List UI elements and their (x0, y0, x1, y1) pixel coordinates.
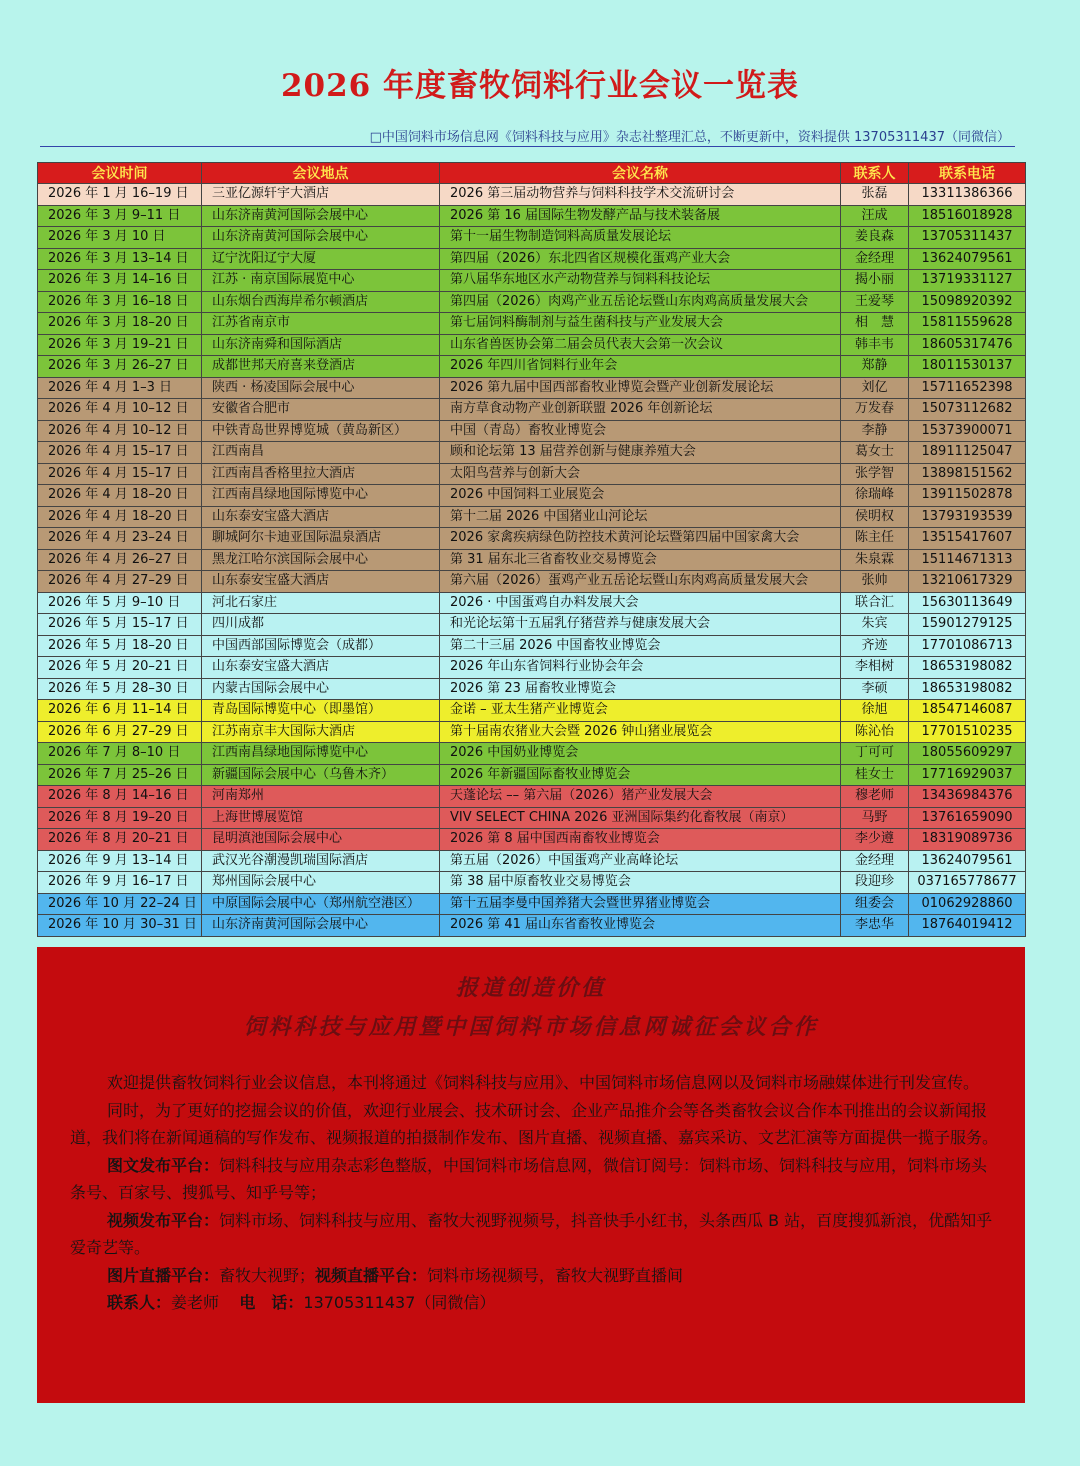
cell-place: 江西南昌绿地国际博览中心 (202, 485, 440, 507)
table-row (38, 807, 1026, 829)
video-platform-label: 视频发布平台： (107, 1210, 220, 1230)
cell-contact: 李忠华 (841, 915, 909, 937)
cell-phone: 17716929037 (909, 764, 1026, 786)
contact-line (70, 1289, 1002, 1317)
cell-contact: 金经理 (841, 248, 909, 270)
cell-name: 第四届（2026）肉鸡产业五岳论坛暨山东肉鸡高质量发展大会 (440, 291, 841, 313)
cell-time: 2026 年 1 月 16–19 日 (38, 184, 202, 206)
cell-contact: 齐迹 (841, 635, 909, 657)
cell-name: VIV SELECT CHINA 2026 亚洲国际集约化畜牧展（南京） (440, 807, 841, 829)
cell-phone: 13515417607 (909, 528, 1026, 550)
cell-name: 第十五届李曼中国养猪大会暨世界猪业博览会 (440, 893, 841, 915)
cell-name: 中国（青岛）畜牧业博览会 (440, 420, 841, 442)
table-row (38, 592, 1026, 614)
cell-contact: 徐瑞峰 (841, 485, 909, 507)
cell-contact: 徐旭 (841, 700, 909, 722)
meeting-table (37, 162, 1026, 937)
cell-time: 2026 年 9 月 13–14 日 (38, 850, 202, 872)
contact-label: 联系人： (107, 1293, 172, 1312)
cell-time: 2026 年 4 月 1–3 日 (38, 377, 202, 399)
cell-time: 2026 年 5 月 20–21 日 (38, 657, 202, 679)
cell-time: 2026 年 5 月 28–30 日 (38, 678, 202, 700)
cell-phone: 17701510235 (909, 721, 1026, 743)
table-row (38, 485, 1026, 507)
cell-name: 2026 中国奶业博览会 (440, 743, 841, 765)
table-row (38, 420, 1026, 442)
cell-contact: 陈沁怡 (841, 721, 909, 743)
cell-place: 江苏省南京市 (202, 313, 440, 335)
cell-contact: 姜良森 (841, 227, 909, 249)
cell-place: 山东泰安宝盛大酒店 (202, 571, 440, 593)
cell-contact: 穆老师 (841, 786, 909, 808)
table-row (38, 248, 1026, 270)
cell-contact: 桂女士 (841, 764, 909, 786)
cell-name: 第六届（2026）蛋鸡产业五岳论坛暨山东肉鸡高质量发展大会 (440, 571, 841, 593)
table-row (38, 743, 1026, 765)
cell-name: 金诺 – 亚太生猪产业博览会 (440, 700, 841, 722)
cell-place: 成都世邦天府喜来登酒店 (202, 356, 440, 378)
cell-name: 和光论坛第十五届乳仔猪营养与健康发展大会 (440, 614, 841, 636)
table-row (38, 893, 1026, 915)
table-header-row (38, 163, 1026, 184)
table-row (38, 721, 1026, 743)
cell-name: 2026 第 23 届畜牧业博览会 (440, 678, 841, 700)
cell-name: 2026 年新疆国际畜牧业博览会 (440, 764, 841, 786)
cell-time: 2026 年 5 月 15–17 日 (38, 614, 202, 636)
live-platform-line (70, 1262, 1002, 1290)
cell-time: 2026 年 8 月 19–20 日 (38, 807, 202, 829)
cell-place: 辽宁沈阳辽宁大厦 (202, 248, 440, 270)
cell-phone: 15114671313 (909, 549, 1026, 571)
cell-phone: 18653198082 (909, 657, 1026, 679)
cell-phone: 13911502878 (909, 485, 1026, 507)
cell-contact: 刘亿 (841, 377, 909, 399)
cell-contact: 马野 (841, 807, 909, 829)
cell-place: 四川成都 (202, 614, 440, 636)
cell-phone: 13898151562 (909, 463, 1026, 485)
photo-live-value: 畜牧大视野； (219, 1265, 316, 1285)
cell-name: 2026 第三届动物营养与饲料科技学术交流研讨会 (440, 184, 841, 206)
cell-phone: 15098920392 (909, 291, 1026, 313)
cell-time: 2026 年 3 月 13–14 日 (38, 248, 202, 270)
cell-place: 山东泰安宝盛大酒店 (202, 506, 440, 528)
table-row (38, 614, 1026, 636)
cell-time: 2026 年 4 月 27–29 日 (38, 571, 202, 593)
table-row (38, 506, 1026, 528)
cell-phone: 15711652398 (909, 377, 1026, 399)
cell-time: 2026 年 4 月 15–17 日 (38, 463, 202, 485)
cell-place: 聊城阿尔卡迪亚国际温泉酒店 (202, 528, 440, 550)
cell-contact: 朱泉霖 (841, 549, 909, 571)
cell-time: 2026 年 8 月 14–16 日 (38, 786, 202, 808)
cell-phone: 13210617329 (909, 571, 1026, 593)
cell-contact: 组委会 (841, 893, 909, 915)
cell-contact: 联合汇 (841, 592, 909, 614)
table-row (38, 829, 1026, 851)
promo-body (70, 1069, 1002, 1317)
cell-phone: 01062928860 (909, 893, 1026, 915)
table-row (38, 399, 1026, 421)
cell-place: 山东济南黄河国际会展中心 (202, 915, 440, 937)
cell-contact: 李少遵 (841, 829, 909, 851)
cell-phone: 18319089736 (909, 829, 1026, 851)
cell-contact: 李硕 (841, 678, 909, 700)
cell-place: 江苏 · 南京国际展览中心 (202, 270, 440, 292)
cell-contact: 金经理 (841, 850, 909, 872)
cell-place: 江西南昌 (202, 442, 440, 464)
cell-contact: 侯明权 (841, 506, 909, 528)
table-row (38, 377, 1026, 399)
cell-phone: 18605317476 (909, 334, 1026, 356)
cell-time: 2026 年 4 月 10–12 日 (38, 399, 202, 421)
cell-time: 2026 年 7 月 8–10 日 (38, 743, 202, 765)
divider (40, 146, 1015, 147)
cell-contact: 丁可可 (841, 743, 909, 765)
table-row (38, 915, 1026, 937)
cell-name: 第 38 届中原畜牧业交易博览会 (440, 872, 841, 894)
cell-contact: 张帅 (841, 571, 909, 593)
cell-phone: 18547146087 (909, 700, 1026, 722)
cell-time: 2026 年 10 月 22–24 日 (38, 893, 202, 915)
cell-name: 2026 第 8 届中国西南畜牧业博览会 (440, 829, 841, 851)
cell-time: 2026 年 3 月 18–20 日 (38, 313, 202, 335)
cell-place: 山东泰安宝盛大酒店 (202, 657, 440, 679)
col-header-name: 会议名称 (440, 163, 841, 184)
cell-phone: 13436984376 (909, 786, 1026, 808)
promo-heading: 报道创造价值 (455, 975, 606, 1001)
table-row (38, 786, 1026, 808)
cell-contact: 李相树 (841, 657, 909, 679)
cell-name: 2026 年山东省饲料行业协会年会 (440, 657, 841, 679)
cell-place: 中原国际会展中心（郑州航空港区） (202, 893, 440, 915)
table-row (38, 442, 1026, 464)
cell-name: 2026 家禽疾病绿色防控技术黄河论坛暨第四届中国家禽大会 (440, 528, 841, 550)
cell-place: 陕西 · 杨凌国际会展中心 (202, 377, 440, 399)
page-title: 2026 年度畜牧饲料行业会议一览表 (280, 68, 800, 104)
source-note: □中国饲料市场信息网《饲料科技与应用》杂志社整理汇总，不断更新中，资料提供 13705311437（同微信） (369, 130, 1010, 145)
cell-place: 上海世博展览馆 (202, 807, 440, 829)
cell-contact: 张学智 (841, 463, 909, 485)
cell-time: 2026 年 8 月 20–21 日 (38, 829, 202, 851)
table-row (38, 700, 1026, 722)
promo-subheading: 饲料科技与应用暨中国饲料市场信息网诚征会议合作 (243, 1014, 819, 1040)
cell-phone: 13311386366 (909, 184, 1026, 206)
cell-time: 2026 年 5 月 18–20 日 (38, 635, 202, 657)
cell-name: 太阳鸟营养与创新大会 (440, 463, 841, 485)
cell-name: 2026 年四川省饲料行业年会 (440, 356, 841, 378)
video-live-value: 饲料市场视频号，畜牧大视野直播间 (427, 1265, 684, 1285)
table-row (38, 571, 1026, 593)
col-header-place: 会议地点 (202, 163, 440, 184)
cell-name: 顾和论坛第 13 届营养创新与健康养殖大会 (440, 442, 841, 464)
cell-place: 河南郑州 (202, 786, 440, 808)
cell-contact: 张磊 (841, 184, 909, 206)
cell-name: 2026 第 16 届国际生物发酵产品与技术装备展 (440, 205, 841, 227)
table-row (38, 270, 1026, 292)
promo-paragraph-2: 同时，为了更好的挖掘会议的价值，欢迎行业展会、技术研讨会、企业产品推介会等各类畜牧会议合作本刊推出的会议新闻报道，我们将在新闻通稿的写作发布、视频报道的拍摄制作发布、图片直播、视频直播、嘉宾采访、文艺汇演等方面提供一揽子服务。 (70, 1100, 999, 1147)
cell-name: 南方草食动物产业创新联盟 2026 年创新论坛 (440, 399, 841, 421)
cell-phone: 18011530137 (909, 356, 1026, 378)
cell-phone: 15373900071 (909, 420, 1026, 442)
cell-name: 第十二届 2026 中国猪业山河论坛 (440, 506, 841, 528)
table-row (38, 850, 1026, 872)
cooperation-panel (37, 947, 1025, 1403)
cell-place: 中铁青岛世界博览城（黄岛新区） (202, 420, 440, 442)
cell-place: 黑龙江哈尔滨国际会展中心 (202, 549, 440, 571)
promo-paragraph-1: 欢迎提供畜牧饲料行业会议信息，本刊将通过《饲料科技与应用》、中国饲料市场信息网以及饲料市场融媒体进行刊发宣传。 (107, 1073, 980, 1092)
cell-phone: 18911125047 (909, 442, 1026, 464)
cell-time: 2026 年 4 月 10–12 日 (38, 420, 202, 442)
cell-place: 内蒙古国际会展中心 (202, 678, 440, 700)
cell-name: 第十届南农猪业大会暨 2026 钟山猪业展览会 (440, 721, 841, 743)
cell-contact: 李静 (841, 420, 909, 442)
cell-place: 新疆国际会展中心（乌鲁木齐） (202, 764, 440, 786)
cell-name: 2026 · 中国蛋鸡自办料发展大会 (440, 592, 841, 614)
col-header-contact: 联系人 (841, 163, 909, 184)
cell-place: 山东济南黄河国际会展中心 (202, 227, 440, 249)
cell-contact: 万发春 (841, 399, 909, 421)
cell-contact: 段迎珍 (841, 872, 909, 894)
cell-contact: 揭小丽 (841, 270, 909, 292)
video-platform-value: 饲料市场、饲料科技与应用、畜牧大视野视频号，抖音快手小红书，头条西瓜 B 站，百度搜狐新浪，优酷知乎爱奇艺等。 (70, 1210, 993, 1257)
table-row (38, 872, 1026, 894)
cell-phone: 037165778677 (909, 872, 1026, 894)
cell-phone: 13705311437 (909, 227, 1026, 249)
text-platform-label: 图文发布平台： (107, 1155, 220, 1175)
cell-time: 2026 年 5 月 9–10 日 (38, 592, 202, 614)
cell-name: 第八届华东地区水产动物营养与饲料科技论坛 (440, 270, 841, 292)
cell-contact: 郑静 (841, 356, 909, 378)
table-row (38, 291, 1026, 313)
cell-contact: 葛女士 (841, 442, 909, 464)
cell-time: 2026 年 3 月 10 日 (38, 227, 202, 249)
cell-phone: 18653198082 (909, 678, 1026, 700)
cell-phone: 13793193539 (909, 506, 1026, 528)
phone-value: 13705311437（同微信） (303, 1293, 496, 1312)
video-platform-line (70, 1207, 1002, 1262)
table-row (38, 205, 1026, 227)
cell-time: 2026 年 3 月 14–16 日 (38, 270, 202, 292)
table-row (38, 549, 1026, 571)
cell-place: 青岛国际博览中心（即墨馆） (202, 700, 440, 722)
cell-phone: 13624079561 (909, 248, 1026, 270)
cell-phone: 18516018928 (909, 205, 1026, 227)
cell-name: 2026 第九届中国西部畜牧业博览会暨产业创新发展论坛 (440, 377, 841, 399)
cell-time: 2026 年 4 月 26–27 日 (38, 549, 202, 571)
cell-place: 郑州国际会展中心 (202, 872, 440, 894)
cell-time: 2026 年 6 月 27–29 日 (38, 721, 202, 743)
cell-name: 2026 第 41 届山东省畜牧业博览会 (440, 915, 841, 937)
cell-time: 2026 年 4 月 23–24 日 (38, 528, 202, 550)
cell-contact: 陈主任 (841, 528, 909, 550)
table-row (38, 184, 1026, 206)
cell-time: 2026 年 4 月 15–17 日 (38, 442, 202, 464)
cell-phone: 13719331127 (909, 270, 1026, 292)
cell-time: 2026 年 3 月 9–11 日 (38, 205, 202, 227)
table-row (38, 657, 1026, 679)
cell-name: 第 31 届东北三省畜牧业交易博览会 (440, 549, 841, 571)
cell-time: 2026 年 7 月 25–26 日 (38, 764, 202, 786)
video-live-label: 视频直播平台： (315, 1265, 428, 1285)
cell-name: 山东省兽医协会第二届会员代表大会第一次会议 (440, 334, 841, 356)
cell-place: 山东济南舜和国际酒店 (202, 334, 440, 356)
cell-place: 武汉光谷潮漫凯瑞国际酒店 (202, 850, 440, 872)
cell-phone: 13761659090 (909, 807, 1026, 829)
cell-time: 2026 年 10 月 30–31 日 (38, 915, 202, 937)
cell-phone: 18055609297 (909, 743, 1026, 765)
contact-value: 姜老师 (171, 1293, 220, 1312)
cell-place: 江西南昌香格里拉大酒店 (202, 463, 440, 485)
table-row (38, 463, 1026, 485)
cell-phone: 15073112682 (909, 399, 1026, 421)
table-row (38, 678, 1026, 700)
cell-contact: 韩丰韦 (841, 334, 909, 356)
cell-time: 2026 年 9 月 16–17 日 (38, 872, 202, 894)
cell-place: 江西南昌绿地国际博览中心 (202, 743, 440, 765)
cell-name: 2026 中国饲料工业展览会 (440, 485, 841, 507)
cell-place: 山东烟台西海岸希尔顿酒店 (202, 291, 440, 313)
table-row (38, 313, 1026, 335)
cell-place: 江苏南京丰大国际大酒店 (202, 721, 440, 743)
cell-contact: 王爱琴 (841, 291, 909, 313)
cell-contact: 汪成 (841, 205, 909, 227)
cell-place: 昆明滇池国际会展中心 (202, 829, 440, 851)
table-row (38, 528, 1026, 550)
cell-place: 三亚亿源轩宇大酒店 (202, 184, 440, 206)
cell-phone: 13624079561 (909, 850, 1026, 872)
text-platform-value: 饲料科技与应用杂志彩色整版，中国饲料市场信息网，微信订阅号：饲料市场、饲料科技与应用，饲料市场头条号、百家号、搜狐号、知乎号等； (70, 1155, 988, 1202)
cell-place: 河北石家庄 (202, 592, 440, 614)
cell-name: 天蓬论坛 –– 第六届（2026）猪产业发展大会 (440, 786, 841, 808)
cell-time: 2026 年 4 月 18–20 日 (38, 506, 202, 528)
cell-phone: 15811559628 (909, 313, 1026, 335)
cell-phone: 18764019412 (909, 915, 1026, 937)
phone-label: 电 话： (239, 1293, 304, 1312)
col-header-time: 会议时间 (38, 163, 202, 184)
cell-place: 中国西部国际博览会（成都） (202, 635, 440, 657)
cell-name: 第七届饲料酶制剂与益生菌科技与产业发展大会 (440, 313, 841, 335)
cell-name: 第五届（2026）中国蛋鸡产业高峰论坛 (440, 850, 841, 872)
cell-time: 2026 年 3 月 19–21 日 (38, 334, 202, 356)
cell-name: 第四届（2026）东北四省区规模化蛋鸡产业大会 (440, 248, 841, 270)
table-row (38, 764, 1026, 786)
cell-phone: 15630113649 (909, 592, 1026, 614)
cell-place: 安徽省合肥市 (202, 399, 440, 421)
table-row (38, 227, 1026, 249)
cell-name: 第二十三届 2026 中国畜牧业博览会 (440, 635, 841, 657)
cell-time: 2026 年 6 月 11–14 日 (38, 700, 202, 722)
cell-phone: 15901279125 (909, 614, 1026, 636)
cell-name: 第十一届生物制造饲料高质量发展论坛 (440, 227, 841, 249)
cell-time: 2026 年 3 月 26–27 日 (38, 356, 202, 378)
text-platform-line (70, 1152, 1002, 1207)
photo-live-label: 图片直播平台： (107, 1265, 220, 1285)
cell-phone: 17701086713 (909, 635, 1026, 657)
cell-contact: 相 慧 (841, 313, 909, 335)
cell-place: 山东济南黄河国际会展中心 (202, 205, 440, 227)
cell-time: 2026 年 3 月 16–18 日 (38, 291, 202, 313)
table-row (38, 334, 1026, 356)
col-header-phone: 联系电话 (909, 163, 1026, 184)
cell-contact: 朱宾 (841, 614, 909, 636)
cell-time: 2026 年 4 月 18–20 日 (38, 485, 202, 507)
table-row (38, 356, 1026, 378)
table-row (38, 635, 1026, 657)
